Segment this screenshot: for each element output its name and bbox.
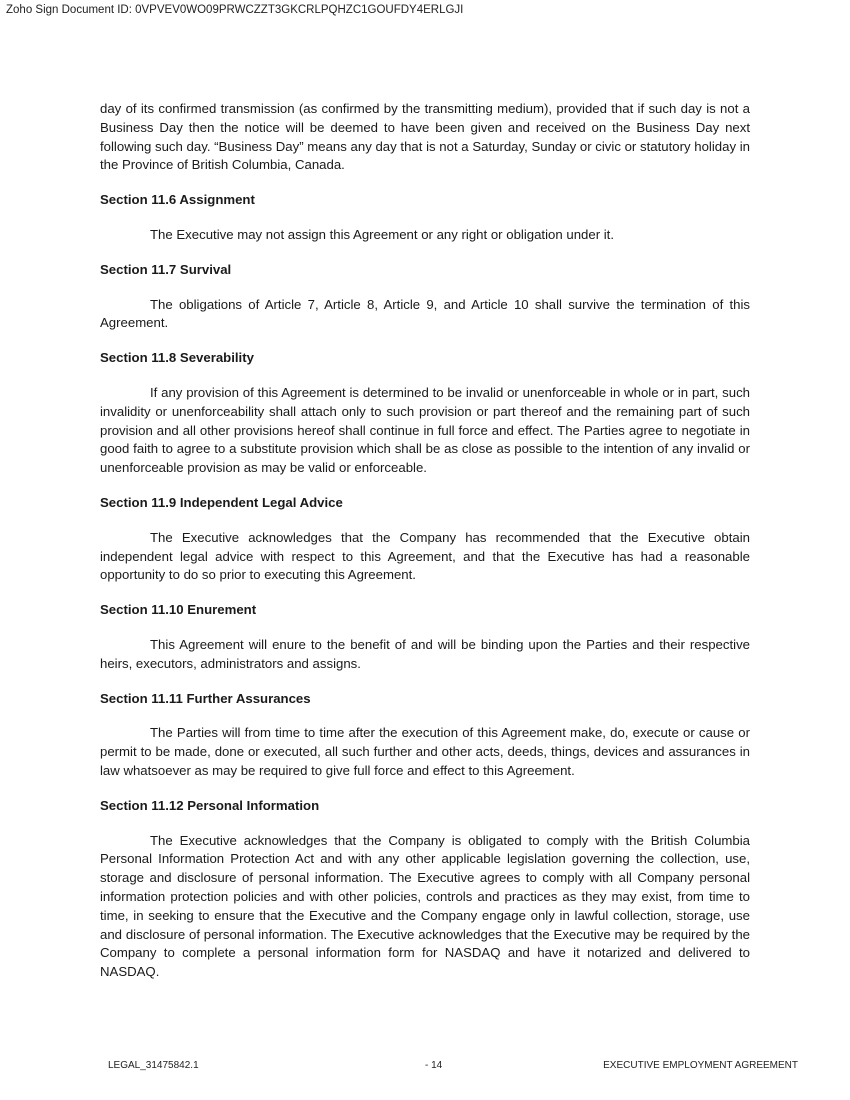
section-survival <box>100 261 750 333</box>
section-heading: Section 11.8 Severability <box>100 350 254 366</box>
page-footer <box>0 1060 850 1076</box>
section-further-assurances <box>100 690 750 781</box>
intro-paragraph: day of its confirmed transmission (as confirmed by the transmitting medium), provided that if such day is not a Business Day then the notice will be deemed to have been given and received on the Business Day next following such day. “Business Day” means any day that is not a Saturday, Sunday or civic or statutory holiday in the Province of British Columbia, Canada. <box>100 101 750 173</box>
section-heading: Section 11.12 Personal Information <box>100 797 320 813</box>
section-text: If any provision of this Agreement is determined to be invalid or unenforceable in whole or in part, such invalidity or unenforceability shall attach only to such provision or part thereof and the remaining part of such provision and all other provisions hereof shall continue in full force and effect. The Parties agree to negotiate in good faith to agree to a substitute provision which shall be as close as possible to the intention of any invalid or unenforceable provision as may be valid or enforceable. <box>100 384 750 476</box>
footer-document-title: EXECUTIVE EMPLOYMENT AGREEMENT <box>603 1060 798 1071</box>
document-id-header: Zoho Sign Document ID: 0VPVEV0WO09PRWCZZT3GKCRLPQHZC1GOUFDY4ERLGJI <box>6 4 464 16</box>
section-heading: Section 11.9 Independent Legal Advice <box>100 494 343 510</box>
page-body <box>100 100 750 998</box>
section-heading: Section 11.10 Enurement <box>100 602 257 618</box>
section-enurement <box>100 601 750 673</box>
section-text: The Executive may not assign this Agreement or any right or obligation under it. <box>150 226 615 242</box>
section-text: The Executive acknowledges that the Company is obligated to comply with the British Columbia Personal Information Protection Act and with any other applicable legislation governing the collection, use, storage and disclosure of personal information. The Executive agrees to comply with all Company personal information protection policies and with other policies, controls and practices as they may exist, from time to time, in seeking to ensure that the Executive and the Company engage only in lawful collection, storage, use and disclosure of personal information. The Executive acknowledges that the Executive may be required by the Company to complete a personal information form for NASDAQ and have it notarized and delivered to NASDAQ. <box>100 832 750 980</box>
section-text: This Agreement will enure to the benefit of and will be binding upon the Parties and their respective heirs, executors, administrators and assigns. <box>100 636 750 671</box>
section-independent-legal-advice <box>100 494 750 585</box>
footer-page-number: - 14 <box>425 1060 443 1071</box>
section-heading: Section 11.11 Further Assurances <box>100 690 311 706</box>
section-heading: Section 11.6 Assignment <box>100 192 255 208</box>
section-text: The obligations of Article 7, Article 8, Article 9, and Article 10 shall survive the termination of this Agreement. <box>100 296 750 331</box>
section-assignment <box>100 191 750 245</box>
section-personal-information <box>100 797 750 982</box>
section-heading: Section 11.7 Survival <box>100 261 232 277</box>
section-severability <box>100 349 750 478</box>
section-text: The Parties will from time to time after the execution of this Agreement make, do, execute or cause or permit to be made, done or executed, all such further and other acts, deeds, things, devices and assurances in law whatsoever as may be required to give full force and effect to this Agreement. <box>100 725 750 778</box>
section-text: The Executive acknowledges that the Company has recommended that the Executive obtain independent legal advice with respect to this Agreement, and that the Executive has had a reasonable opportunity to do so prior to executing this Agreement. <box>100 529 750 583</box>
footer-document-code: LEGAL_31475842.1 <box>108 1060 199 1071</box>
